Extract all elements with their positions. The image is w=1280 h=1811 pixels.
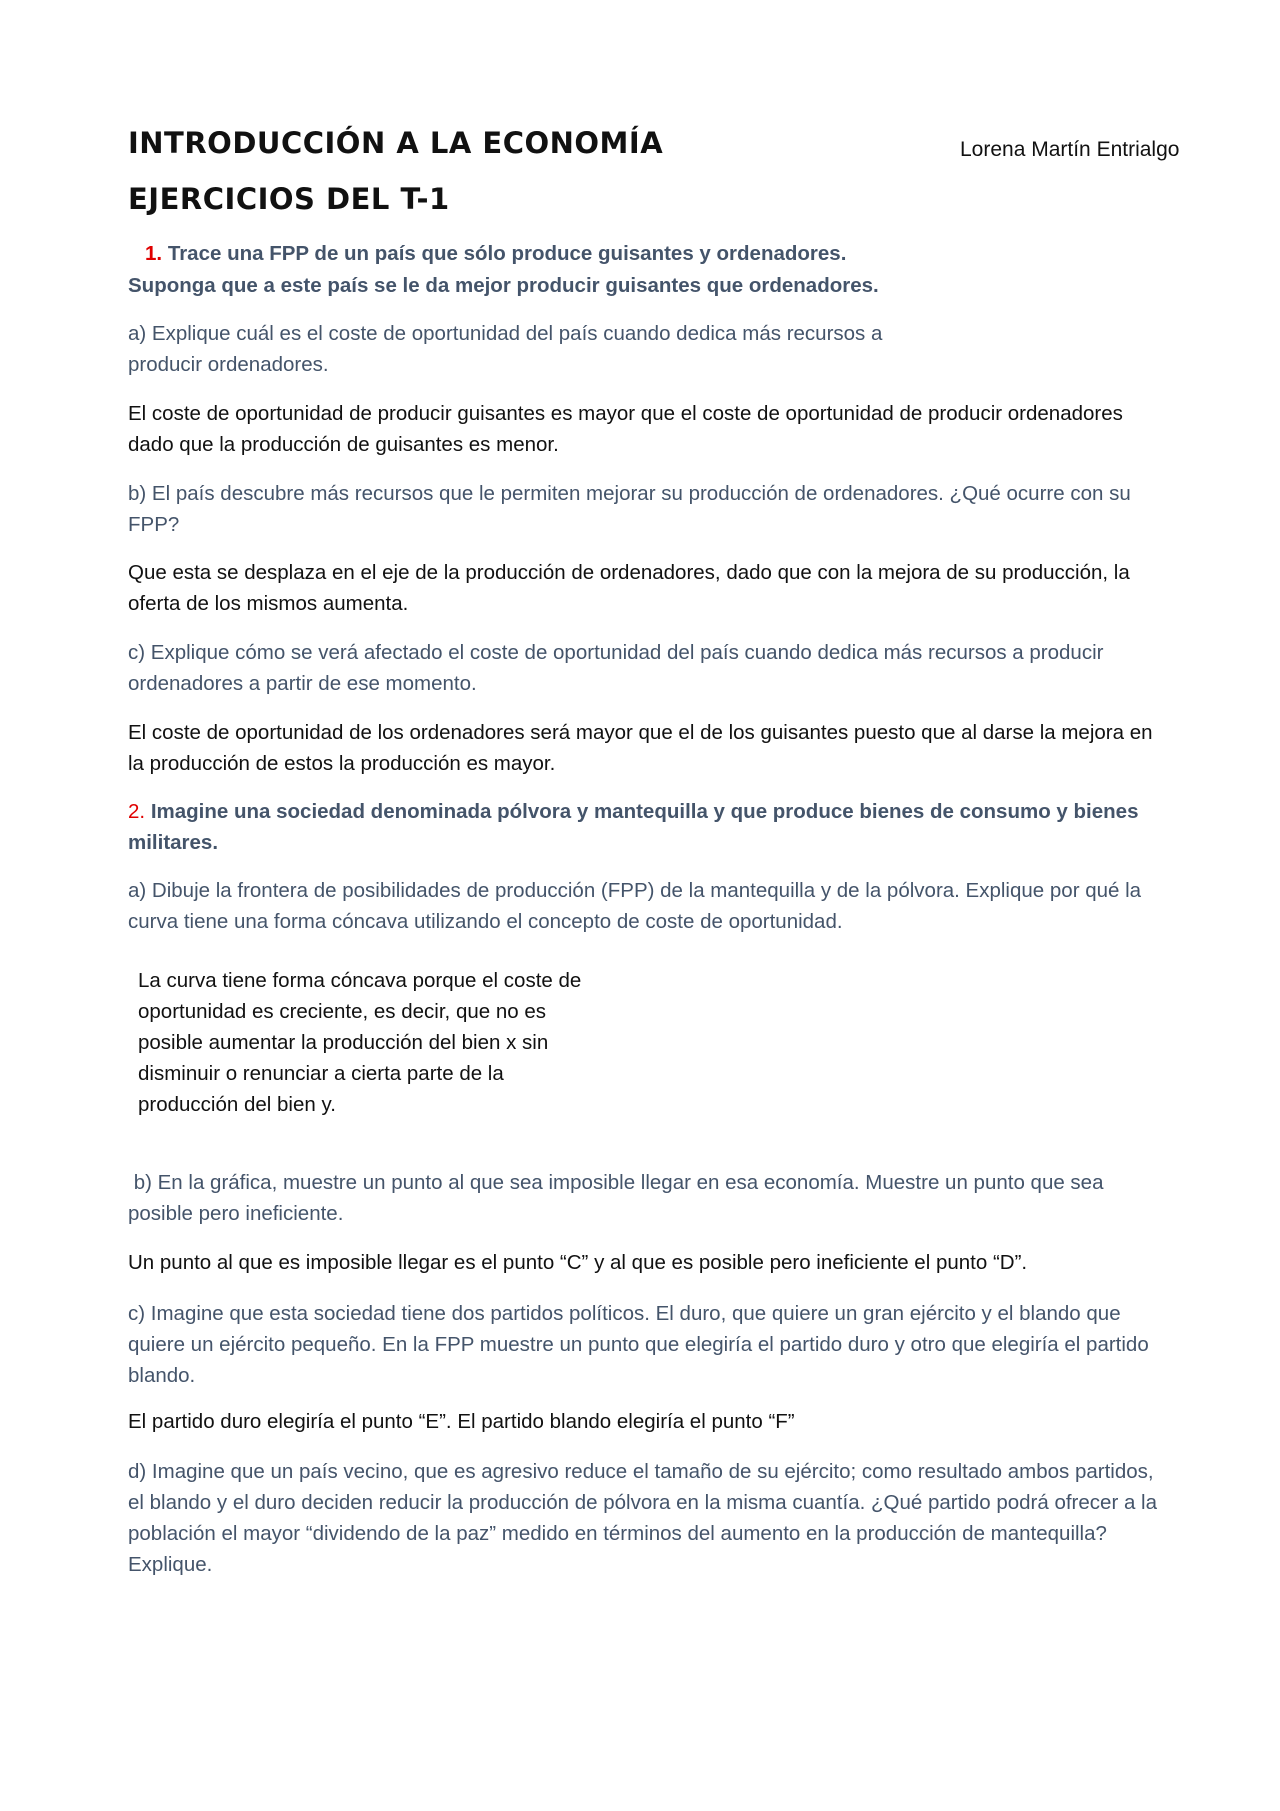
- exercise-1-question-c: c) Explique cómo se verá afectado el coste de oportunidad del país cuando dedica más recursos a producir ordenadores a partir de ese momento.: [128, 641, 1104, 695]
- exercise-2-answer-b: Un punto al que es imposible llegar es el punto “C” y al que es posible pero ineficiente el punto “D”.: [128, 1251, 1028, 1274]
- exercise-1-line2: Suponga que a este país se le da mejor producir guisantes que ordenadores.: [128, 274, 879, 297]
- exercise-2-answer-c: El partido duro elegiría el punto “E”. El partido blando elegiría el punto “F”: [128, 1410, 795, 1433]
- exercise-2-heading: [128, 796, 1168, 858]
- exercise-2-answer-a-box: La curva tiene forma cóncava porque el coste de oportunidad es creciente, es decir, que no es posible aumentar la producción del bien x sin disminuir o renunciar a cierta parte de la producción del bien y.: [138, 969, 582, 1116]
- exercise-2-question-a: a) Dibuje la frontera de posibilidades de producción (FPP) de la mantequilla y de la pólvora. Explique por qué la curva tiene una forma cóncava utilizando el concepto de coste de oportunidad.: [128, 879, 1142, 933]
- exercise-1-question-b: b) El país descubre más recursos que le permiten mejorar su producción de ordenadores. ¿Qué ocurre con su FPP?: [128, 482, 1131, 536]
- exercise-2-question-d: d) Imagine que un país vecino, que es agresivo reduce el tamaño de su ejército; como resultado ambos partidos, el blando y el duro deciden reducir la producción de pólvora en la misma cuantía. ¿Qué partido podrá ofrecer a la población el mayor “dividendo de la paz” medido en términos del aumento en la producción de mantequilla? Explique.: [128, 1460, 1158, 1576]
- author-name: Lorena Martín Entrialgo: [960, 138, 1180, 161]
- exercise-1-answer-c: El coste de oportunidad de los ordenadores será mayor que el de los guisantes puesto que al darse la mejora en la producción de estos la producción es mayor.: [128, 721, 1153, 775]
- exercise-1-question-a-line2: producir ordenadores.: [128, 353, 329, 376]
- exercise-1-answer-a: El coste de oportunidad de producir guisantes es mayor que el coste de oportunidad de producir ordenadores dado que la producción de guisantes es menor.: [128, 402, 1123, 456]
- exercise-1-heading: [145, 238, 1185, 269]
- exercise-1-question-a-line1: a) Explique cuál es el coste de oportunidad del país cuando dedica más recursos a: [128, 322, 883, 345]
- exercise-1-question-a: [128, 318, 1168, 380]
- exercise-1-answer-b: Que esta se desplaza en el eje de la producción de ordenadores, dado que con la mejora de su producción, la oferta de los mismos aumenta.: [128, 561, 1130, 615]
- exercise-2-statement: Imagine una sociedad denominada pólvora y mantequilla y que produce bienes de consumo y bienes militares.: [128, 800, 1139, 854]
- document-subtitle: EJERCICIOS DEL T-1: [128, 182, 450, 216]
- exercise-2-question-c: c) Imagine que esta sociedad tiene dos partidos políticos. El duro, que quiere un gran ejército y el blando que quiere un ejército pequeño. En la FPP muestre un punto que elegiría el partido duro y otro que elegiría el partido blando.: [128, 1302, 1149, 1387]
- exercise-2-number: 2.: [128, 800, 146, 823]
- exercise-1-number: 1.: [145, 242, 163, 265]
- exercise-2-question-b: b) En la gráfica, muestre un punto al que sea imposible llegar en esa economía. Muestre un punto que sea posible pero ineficiente.: [128, 1171, 1110, 1225]
- exercise-1-line1: Trace una FPP de un país que sólo produce guisantes y ordenadores.: [167, 242, 847, 265]
- document-title: INTRODUCCIÓN A LA ECONOMÍA: [128, 126, 664, 160]
